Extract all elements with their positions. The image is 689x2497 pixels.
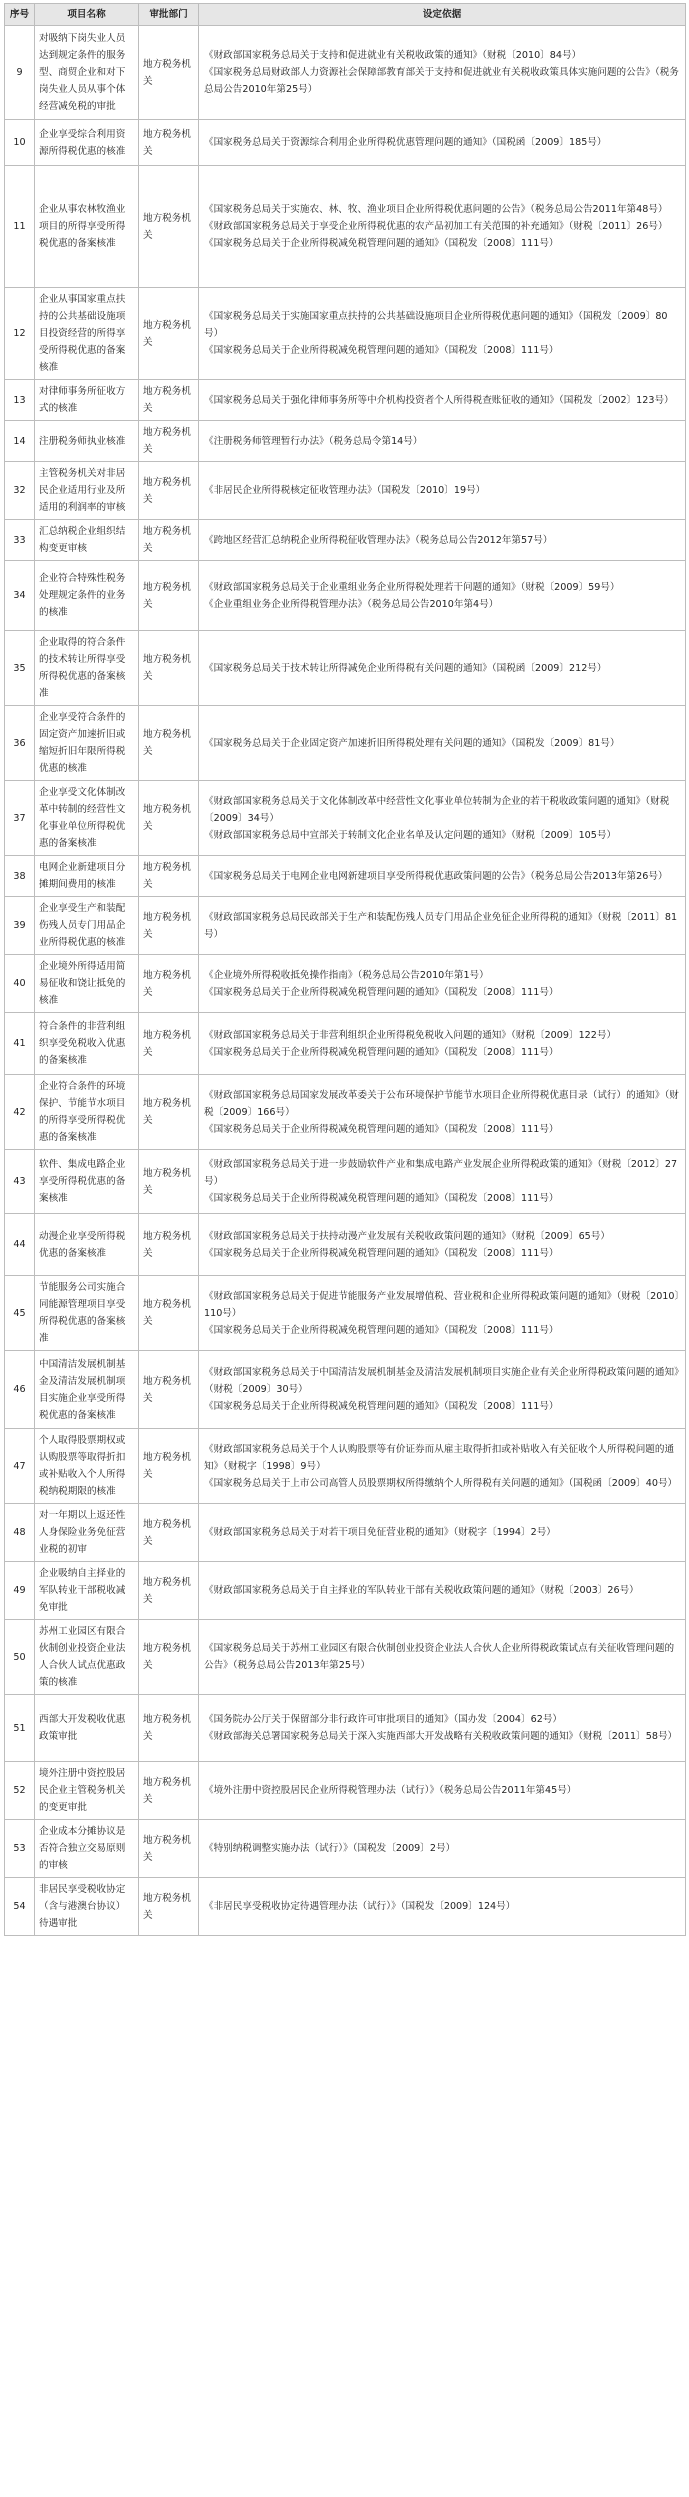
- basis-document: 《国家税务总局关于苏州工业园区有限合伙制创业投资企业法人合伙人企业所得税政策试点有关征收管理问题的公告》（税务总局公告2013年第25号）: [204, 1643, 675, 1671]
- table-row: [5, 1150, 686, 1214]
- project-name: 境外注册中资控股居民企业主管税务机关的变更审批: [35, 1762, 139, 1820]
- row-number: 48: [5, 1504, 35, 1562]
- legal-basis: [199, 1762, 686, 1820]
- basis-document: 《财政部国家税务总局关于享受企业所得税优惠的农产品初加工有关范围的补充通知》（财税〔2011〕26号）: [204, 221, 668, 232]
- basis-document: 《财政部国家税务总局关于个人认购股票等有价证券而从雇主取得折扣或补贴收入有关征收个人所得税问题的通知》（财税字〔1998〕9号）: [204, 1443, 675, 1472]
- project-name: 对吸纳下岗失业人员达到规定条件的服务型、商贸企业和对下岗失业人员从事个体经营减免税的审批: [35, 26, 139, 120]
- basis-document: 《跨地区经营汇总纳税企业所得税征收管理办法》（税务总局公告2012年第57号）: [204, 534, 553, 546]
- basis-document: 《国家税务总局关于实施农、林、牧、渔业项目企业所得税优惠问题的公告》（税务总局公告2011年第48号）: [204, 204, 668, 215]
- approval-items-table: [4, 3, 686, 1936]
- legal-basis: [199, 380, 686, 421]
- basis-document: 《注册税务师管理暂行办法》（税务总局令第14号）: [204, 435, 423, 447]
- row-number: 11: [5, 166, 35, 288]
- project-name: 企业享受符合条件的固定资产加速折旧或缩短折旧年限所得税优惠的核准: [35, 706, 139, 781]
- legal-basis: [199, 856, 686, 897]
- row-number: 47: [5, 1429, 35, 1504]
- basis-document: 《财政部国家税务总局关于促进节能服务产业发展增值税、营业税和企业所得税政策问题的通知》（财税〔2010〕110号）: [204, 1290, 680, 1319]
- legal-basis: [199, 462, 686, 520]
- basis-document: 《财政部海关总署国家税务总局关于深入实施西部大开发战略有关税收政策问题的通知》（财税〔2011〕58号）: [204, 1731, 678, 1742]
- project-name: 符合条件的非营利组织享受免税收入优惠的备案核准: [35, 1013, 139, 1075]
- row-number: 53: [5, 1820, 35, 1878]
- table-row: [5, 1214, 686, 1276]
- row-number: 14: [5, 421, 35, 462]
- legal-basis: [199, 781, 686, 856]
- approval-dept: 地方税务机关: [139, 1620, 199, 1695]
- table-row: [5, 26, 686, 120]
- table-body: [5, 26, 686, 1936]
- row-number: 12: [5, 288, 35, 380]
- basis-document: 《财政部国家税务总局关于对若干项目免征营业税的通知》（财税字〔1994〕2号）: [204, 1527, 556, 1538]
- project-name: 企业成本分摊协议是否符合独立交易原则的审核: [35, 1820, 139, 1878]
- legal-basis: [199, 120, 686, 166]
- approval-dept: 地方税务机关: [139, 781, 199, 856]
- approval-dept: 地方税务机关: [139, 1762, 199, 1820]
- approval-dept: 地方税务机关: [139, 421, 199, 462]
- approval-dept: 地方税务机关: [139, 120, 199, 166]
- basis-document: 《特别纳税调整实施办法（试行）》（国税发〔2009〕2号）: [204, 1843, 456, 1854]
- basis-document: 《国家税务总局关于电网企业电网新建项目享受所得税优惠政策问题的公告》（税务总局公告2013年第26号）: [204, 870, 668, 882]
- legal-basis: [199, 520, 686, 561]
- row-number: 33: [5, 520, 35, 561]
- header-name: 项目名称: [35, 4, 139, 26]
- row-number: 37: [5, 781, 35, 856]
- approval-dept: 地方税务机关: [139, 1276, 199, 1351]
- approval-dept: 地方税务机关: [139, 1695, 199, 1762]
- table-row: [5, 120, 686, 166]
- legal-basis: [199, 1429, 686, 1504]
- project-name: 苏州工业园区有限合伙制创业投资企业法人合伙人试点优惠政策的核准: [35, 1620, 139, 1695]
- basis-document: 《财政部国家税务总局中宣部关于转制文化企业名单及认定问题的通知》（财税〔2009〕105号）: [204, 829, 617, 841]
- approval-dept: 地方税务机关: [139, 166, 199, 288]
- header-num: 序号: [5, 4, 35, 26]
- project-name: 企业取得的符合条件的技术转让所得享受所得税优惠的备案核准: [35, 631, 139, 706]
- basis-document: 《财政部国家税务总局国家发展改革委关于公布环境保护节能节水项目企业所得税优惠目录（试行）的通知》（财税〔2009〕166号）: [204, 1089, 679, 1118]
- approval-dept: 地方税务机关: [139, 288, 199, 380]
- row-number: 44: [5, 1214, 35, 1276]
- project-name: 节能服务公司实施合同能源管理项目享受所得税优惠的备案核准: [35, 1276, 139, 1351]
- basis-document: 《国家税务总局关于上市公司高管人员股票期权所得缴纳个人所得税有关问题的通知》（国税函〔2009〕40号）: [204, 1477, 678, 1489]
- basis-document: 《国家税务总局关于资源综合利用企业所得税优惠管理问题的通知》（国税函〔2009〕185号）: [204, 137, 607, 148]
- row-number: 50: [5, 1620, 35, 1695]
- approval-dept: 地方税务机关: [139, 1214, 199, 1276]
- approval-dept: 地方税务机关: [139, 1429, 199, 1504]
- basis-document: 《国家税务总局关于企业所得税减免税管理问题的通知》（国税发〔2008〕111号）: [204, 1401, 559, 1412]
- approval-dept: 地方税务机关: [139, 1878, 199, 1936]
- project-name: 企业从事国家重点扶持的公共基础设施项目投资经营的所得享受所得税优惠的备案核准: [35, 288, 139, 380]
- basis-document: 《国家税务总局关于企业所得税减免税管理问题的通知》（国税发〔2008〕111号）: [204, 345, 559, 356]
- approval-dept: 地方税务机关: [139, 856, 199, 897]
- row-number: 32: [5, 462, 35, 520]
- project-name: 企业享受生产和装配伤残人员专门用品企业所得税优惠的核准: [35, 897, 139, 955]
- basis-document: 《财政部国家税务总局关于支持和促进就业有关税收政策的通知》（财税〔2010〕84号）: [204, 50, 582, 61]
- table-row: [5, 781, 686, 856]
- approval-dept: 地方税务机关: [139, 1351, 199, 1429]
- legal-basis: [199, 955, 686, 1013]
- table-row: [5, 1695, 686, 1762]
- legal-basis: [199, 1013, 686, 1075]
- legal-basis: [199, 1351, 686, 1429]
- project-name: 动漫企业享受所得税优惠的备案核准: [35, 1214, 139, 1276]
- approval-dept: 地方税务机关: [139, 1820, 199, 1878]
- basis-document: 《财政部国家税务总局关于扶持动漫产业发展有关税收政策问题的通知》（财税〔2009〕65号）: [204, 1230, 610, 1242]
- approval-dept: 地方税务机关: [139, 897, 199, 955]
- project-name: 对律师事务所征收方式的核准: [35, 380, 139, 421]
- header-dept: 审批部门: [139, 4, 199, 26]
- basis-document: 《境外注册中资控股居民企业所得税管理办法（试行）》（税务总局公告2011年第45号）: [204, 1785, 577, 1796]
- project-name: 企业符合特殊性税务处理规定条件的业务的核准: [35, 561, 139, 631]
- project-name: 企业从事农林牧渔业项目的所得享受所得税优惠的备案核准: [35, 166, 139, 288]
- project-name: 西部大开发税收优惠政策审批: [35, 1695, 139, 1762]
- basis-document: 《国家税务总局财政部人力资源社会保障部教育部关于支持和促进就业有关税收政策具体实施问题的公告》（税务总局公告2010年第25号）: [204, 67, 679, 95]
- approval-dept: 地方税务机关: [139, 462, 199, 520]
- basis-document: 《财政部国家税务总局关于进一步鼓励软件产业和集成电路产业发展企业所得税政策的通知》（财税〔2012〕27号）: [204, 1159, 678, 1187]
- table-row: [5, 1075, 686, 1150]
- legal-basis: [199, 288, 686, 380]
- approval-dept: 地方税务机关: [139, 631, 199, 706]
- table-row: [5, 1351, 686, 1429]
- row-number: 41: [5, 1013, 35, 1075]
- basis-document: 《财政部国家税务总局关于中国清洁发展机制基金及清洁发展机制项目实施企业有关企业所得税政策问题的通知》（财税〔2009〕30号）: [204, 1367, 679, 1395]
- approval-dept: 地方税务机关: [139, 1562, 199, 1620]
- basis-document: 《财政部国家税务总局关于企业重组业务企业所得税处理若干问题的通知》（财税〔2009〕59号）: [204, 581, 620, 593]
- row-number: 45: [5, 1276, 35, 1351]
- legal-basis: [199, 166, 686, 288]
- project-name: 中国清洁发展机制基金及清洁发展机制项目实施企业享受所得税优惠的备案核准: [35, 1351, 139, 1429]
- header-basis: 设定依据: [199, 4, 686, 26]
- project-name: 企业享受文化体制改革中转制的经营性文化事业单位所得税优惠的备案核准: [35, 781, 139, 856]
- approval-dept: 地方税务机关: [139, 26, 199, 120]
- row-number: 10: [5, 120, 35, 166]
- table-row: [5, 1878, 686, 1936]
- row-number: 46: [5, 1351, 35, 1429]
- approval-dept: 地方税务机关: [139, 520, 199, 561]
- legal-basis: [199, 26, 686, 120]
- row-number: 35: [5, 631, 35, 706]
- table-row: [5, 1620, 686, 1695]
- row-number: 54: [5, 1878, 35, 1936]
- project-name: 注册税务师执业核准: [35, 421, 139, 462]
- approval-dept: 地方税务机关: [139, 955, 199, 1013]
- approval-dept: 地方税务机关: [139, 380, 199, 421]
- legal-basis: [199, 631, 686, 706]
- row-number: 39: [5, 897, 35, 955]
- table-row: [5, 856, 686, 897]
- basis-document: 《国家税务总局关于实施国家重点扶持的公共基础设施项目企业所得税优惠问题的通知》（国税发〔2009〕80号）: [204, 311, 668, 339]
- legal-basis: [199, 421, 686, 462]
- table-row: [5, 631, 686, 706]
- basis-document: 《国家税务总局关于技术转让所得减免企业所得税有关问题的通知》（国税函〔2009〕212号）: [204, 662, 607, 674]
- row-number: 42: [5, 1075, 35, 1150]
- row-number: 51: [5, 1695, 35, 1762]
- project-name: 电网企业新建项目分摊期间费用的核准: [35, 856, 139, 897]
- basis-document: 《国家税务总局关于企业固定资产加速折旧所得税处理有关问题的通知》（国税发〔2009〕81号）: [204, 737, 620, 749]
- table-row: [5, 1013, 686, 1075]
- project-name: 企业享受综合利用资源所得税优惠的核准: [35, 120, 139, 166]
- table-row: [5, 561, 686, 631]
- project-name: 非居民享受税收协定（含与港澳台协议）待遇审批: [35, 1878, 139, 1936]
- table-row: [5, 1762, 686, 1820]
- basis-document: 《非居民享受税收协定待遇管理办法（试行）》（国税发〔2009〕124号）: [204, 1901, 516, 1912]
- basis-document: 《国家税务总局关于企业所得税减免税管理问题的通知》（国税发〔2008〕111号）: [204, 1046, 559, 1058]
- row-number: 49: [5, 1562, 35, 1620]
- legal-basis: [199, 1620, 686, 1695]
- basis-document: 《企业重组业务企业所得税管理办法》（税务总局公告2010年第4号）: [204, 598, 499, 610]
- table-row: [5, 897, 686, 955]
- row-number: 34: [5, 561, 35, 631]
- legal-basis: [199, 897, 686, 955]
- basis-document: 《财政部国家税务总局关于非营利组织企业所得税免税收入问题的通知》（财税〔2009〕122号）: [204, 1029, 617, 1041]
- legal-basis: [199, 1150, 686, 1214]
- table-row: [5, 1562, 686, 1620]
- basis-document: 《国家税务总局关于企业所得税减免税管理问题的通知》（国税发〔2008〕111号）: [204, 1247, 559, 1259]
- table-row: [5, 1504, 686, 1562]
- project-name: 对一年期以上返还性人身保险业务免征营业税的初审: [35, 1504, 139, 1562]
- basis-document: 《国家税务总局关于企业所得税减免税管理问题的通知》（国税发〔2008〕111号）: [204, 1123, 559, 1135]
- project-name: 汇总纳税企业组织结构变更审核: [35, 520, 139, 561]
- row-number: 38: [5, 856, 35, 897]
- basis-document: 《国家税务总局关于企业所得税减免税管理问题的通知》（国税发〔2008〕111号）: [204, 1193, 559, 1204]
- basis-document: 《国家税务总局关于强化律师事务所等中介机构投资者个人所得税查账征收的通知》（国税发〔2002〕123号）: [204, 394, 674, 406]
- table-header-row: [5, 4, 686, 26]
- legal-basis: [199, 1562, 686, 1620]
- basis-document: 《企业境外所得税收抵免操作指南》（税务总局公告2010年第1号）: [204, 969, 489, 981]
- legal-basis: [199, 1075, 686, 1150]
- table-row: [5, 706, 686, 781]
- legal-basis: [199, 1504, 686, 1562]
- approval-dept: 地方税务机关: [139, 1504, 199, 1562]
- table-row: [5, 380, 686, 421]
- basis-document: 《财政部国家税务总局关于自主择业的军队转业干部有关税收政策问题的通知》（财税〔2003〕26号）: [204, 1585, 639, 1596]
- table-row: [5, 1429, 686, 1504]
- approval-dept: 地方税务机关: [139, 561, 199, 631]
- approval-dept: 地方税务机关: [139, 1150, 199, 1214]
- project-name: 企业境外所得适用简易征收和饶让抵免的核准: [35, 955, 139, 1013]
- document-page: [4, 3, 685, 1936]
- legal-basis: [199, 1276, 686, 1351]
- legal-basis: [199, 1820, 686, 1878]
- basis-document: 《非居民企业所得税核定征收管理办法》（国税发〔2010〕19号）: [204, 485, 486, 496]
- project-name: 主管税务机关对非居民企业适用行业及所适用的利润率的审核: [35, 462, 139, 520]
- basis-document: 《国家税务总局关于企业所得税减免税管理问题的通知》（国税发〔2008〕111号）: [204, 238, 559, 249]
- table-row: [5, 166, 686, 288]
- approval-dept: 地方税务机关: [139, 706, 199, 781]
- approval-dept: 地方税务机关: [139, 1013, 199, 1075]
- legal-basis: [199, 706, 686, 781]
- table-row: [5, 1820, 686, 1878]
- legal-basis: [199, 561, 686, 631]
- basis-document: 《财政部国家税务总局民政部关于生产和装配伤残人员专门用品企业免征企业所得税的通知》（财税〔2011〕81号）: [204, 911, 678, 940]
- table-row: [5, 520, 686, 561]
- basis-document: 《国家税务总局关于企业所得税减免税管理问题的通知》（国税发〔2008〕111号）: [204, 986, 559, 998]
- basis-document: 《国务院办公厅关于保留部分非行政许可审批项目的通知》（国办发〔2004〕62号）: [204, 1714, 563, 1725]
- row-number: 9: [5, 26, 35, 120]
- table-row: [5, 462, 686, 520]
- row-number: 40: [5, 955, 35, 1013]
- basis-document: 《财政部国家税务总局关于文化体制改革中经营性文化事业单位转制为企业的若干税收政策问题的通知》（财税〔2009〕34号）: [204, 795, 670, 824]
- table-row: [5, 421, 686, 462]
- project-name: 个人取得股票期权或认购股票等取得折扣或补贴收入个人所得税纳税期限的核准: [35, 1429, 139, 1504]
- basis-document: 《国家税务总局关于企业所得税减免税管理问题的通知》（国税发〔2008〕111号）: [204, 1324, 559, 1336]
- row-number: 13: [5, 380, 35, 421]
- legal-basis: [199, 1878, 686, 1936]
- project-name: 企业吸纳自主择业的军队转业干部税收减免审批: [35, 1562, 139, 1620]
- row-number: 52: [5, 1762, 35, 1820]
- legal-basis: [199, 1695, 686, 1762]
- project-name: 企业符合条件的环境保护、节能节水项目的所得享受所得税优惠的备案核准: [35, 1075, 139, 1150]
- legal-basis: [199, 1214, 686, 1276]
- approval-dept: 地方税务机关: [139, 1075, 199, 1150]
- project-name: 软件、集成电路企业享受所得税优惠的备案核准: [35, 1150, 139, 1214]
- row-number: 43: [5, 1150, 35, 1214]
- row-number: 36: [5, 706, 35, 781]
- table-row: [5, 955, 686, 1013]
- table-row: [5, 1276, 686, 1351]
- table-row: [5, 288, 686, 380]
